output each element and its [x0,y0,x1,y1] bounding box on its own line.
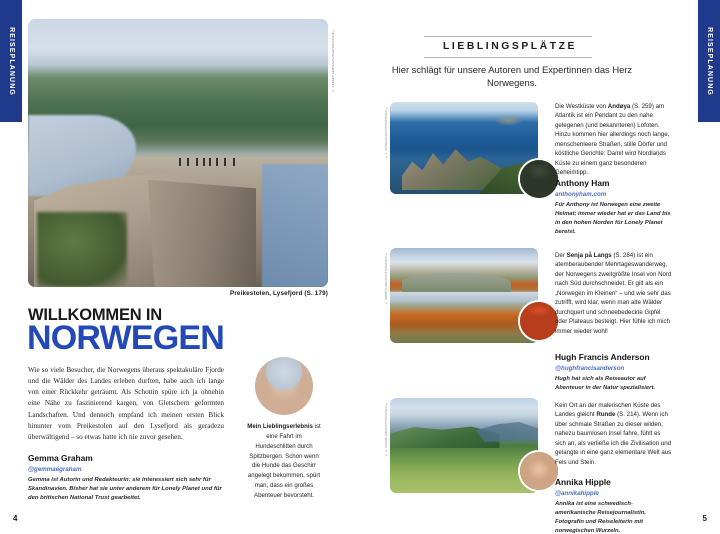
entry-photo-senja [390,248,538,343]
entry-description [555,401,672,467]
page-number-left: 4 [13,514,18,523]
page-number-right: 5 [702,514,707,523]
entry-photo-credit: © ROBIN RUNCK/SHUTTERSTOCK © [385,252,388,305]
hero-people-group [178,158,244,174]
right-page [360,0,720,534]
entry-photo-andoya [390,102,538,194]
entry-description-part1: Kein Ort an der malerischen Küste des Landes gleicht [555,402,661,419]
entry-place-name: Andøya [607,103,631,110]
entry-photo-credit: © E. STEINSLAND/SHUTTERSTOCK © [385,402,388,456]
page-title: NORWEGEN [27,319,224,357]
entry-photo-runde-image [390,398,538,493]
section-tab-right-label: REISEPLANUNG [705,26,713,96]
heading-rule-bottom [424,57,592,58]
entry-author-name: Annika Hipple [555,477,611,487]
avatar-hugh-francis-anderson [518,300,560,342]
author-handle[interactable]: @gemmaégraham [28,466,82,473]
favourite-experience-text [247,422,321,501]
avatar-anthony-ham [518,158,560,200]
lieblingsplaetze-subtitle: Hier schlägt für unsere Autoren und Expertinnen das Herz Norwegens. [391,64,633,89]
entry-description-part1: Der [555,252,567,259]
section-tab-right [698,0,720,122]
entry-place-name: Senja på Langs [566,252,612,259]
favourite-experience-column [247,357,321,501]
lieblingsplaetze-heading: LIEBLINGSPLÄTZE [443,41,577,52]
entry-description-part1: Die Westküste von [555,103,608,110]
author-name: Gemma Graham [28,453,93,463]
entry-author-bio: Annika ist eine schwedisch-amerikanische Reisejournalistin, Fotografin und Reiseleiterin mit norwegischen Wurzeln. [555,501,646,534]
entry-description [555,102,672,178]
entry-photo-andoya-image [390,102,538,194]
entry-description [555,251,672,336]
entry-author-bio: Hugh hat sich als Reiseautor auf Abenteuer in der Natur spezialisiert. [555,376,656,392]
entry-author-handle[interactable]: @annikahipple [555,490,599,497]
heading-rule-top [424,36,592,37]
section-tab-left-label: REISEPLANUNG [7,26,15,96]
entry-photo-senja-image [390,248,538,343]
section-tab-left [0,0,22,122]
avatar-hugh-francis-anderson-image [520,302,558,340]
favourite-experience-lead: Mein Lieblingserlebnis [247,423,313,430]
entry-author-name: Hugh Francis Anderson [555,352,650,362]
avatar-annika-hipple-image [520,452,558,490]
intro-body-text: Wie so viele Besucher, die Norwegens überaus spektakuläre Fjorde und die Wälder des Landes erleben durften, habe auch ich lange von einer Rückkehr geträumt. Als Schottin spüre ich ja ohnehin eine Nähe zu faszinierend kargen, von Gletschern geformten Landschaften. Und dennoch empfand ich meinen ersten Blick hinunter vom Preikestolen auf den Lysefjord als geradezu überwältigend – so etwas hatte ich nie zuvor gesehen. [28,366,224,441]
entry-photo-runde [390,398,538,493]
entry-photo-credit: © T. SCHNEIDER/SHUTTERSTOCK © [385,106,388,159]
favourite-experience-rest: ist eine Fahrt im Hundeschlitten durch Spitzbergen. Schon wenn die Hunde das Geschirr angelegt bekommen, spürt man, dass ein großes Abenteuer bevorsteht. [247,423,321,500]
author-bio: Gemma ist Autorin und Redakteurin; sie interessiert sich sehr für Skandinavien. Bisher hat sie unter anderem für Lonely Planet und für den britischen National Trust gearbeitet. [28,477,222,502]
hero-cliff-face-shape [148,180,256,287]
entry-author-handle[interactable]: @hughfrancisanderson [555,365,625,372]
entry-description-part2: (S. 214). Wenn ich über schmale Straßen zu dieser wilden, nahezu baumlosen Insel fahre, fühlt es sich an, als verließe ich die Zivilisation und gelangte in eine ganz elementare Welt aus Fels und Stein. [555,411,672,466]
entry-description-part2: (S. 284) ist ein atemberaubender Mehrtageswanderweg, der Norwegens zweitgrößte Insel von Nord nach Süd durchschneidet. Er gilt als ein „Norwegen im Kleinen“ – und wie sehr das zutrifft, wird klar, wenn man alte Wälder durchquert und schneebedeckte Gipfel oder Plateaus besteigt. Hier fühle ich mich immer wieder wohl! [555,252,672,335]
hero-photo-credit: © ANDREY ARMYAGOV/SHUTTERSTOCK © [332,28,335,92]
page-kicker: WILLKOMMEN IN [28,306,162,324]
hero-photo-image [28,19,328,287]
avatar-annika-hipple [518,450,560,492]
entry-author-name: Anthony Ham [555,178,610,188]
hero-photo-caption: Preikestolen, Lysefjord (S. 179) [229,290,328,297]
entry-place-name: Runde [596,411,616,419]
hero-photo-preikestolen [28,19,328,287]
entry-description-part2: (S. 259) am Atlantik ist ein Pendant zu den nahe gelegenen (und bekannteren) Lofoten. Hinzu kommen hier allerdings noch lange, menschenleere Straßen, stille Dörfer und köstliche Gerichte: Damit wird Nordlands Küste zu einem ganz besonderen Geheimtipp. [555,103,670,177]
entry-author-handle[interactable]: anthonyham.com [555,191,607,198]
entry-author-bio: Für Anthony ist Norwegen eine zweite Heimat; immer wieder hat er das Land bis in den hohen Norden für Lonely Planet bereist. [555,202,671,236]
avatar-gemma-graham [255,357,313,415]
hero-vegetation-shape [37,212,127,287]
avatar-anthony-ham-image [520,160,558,198]
